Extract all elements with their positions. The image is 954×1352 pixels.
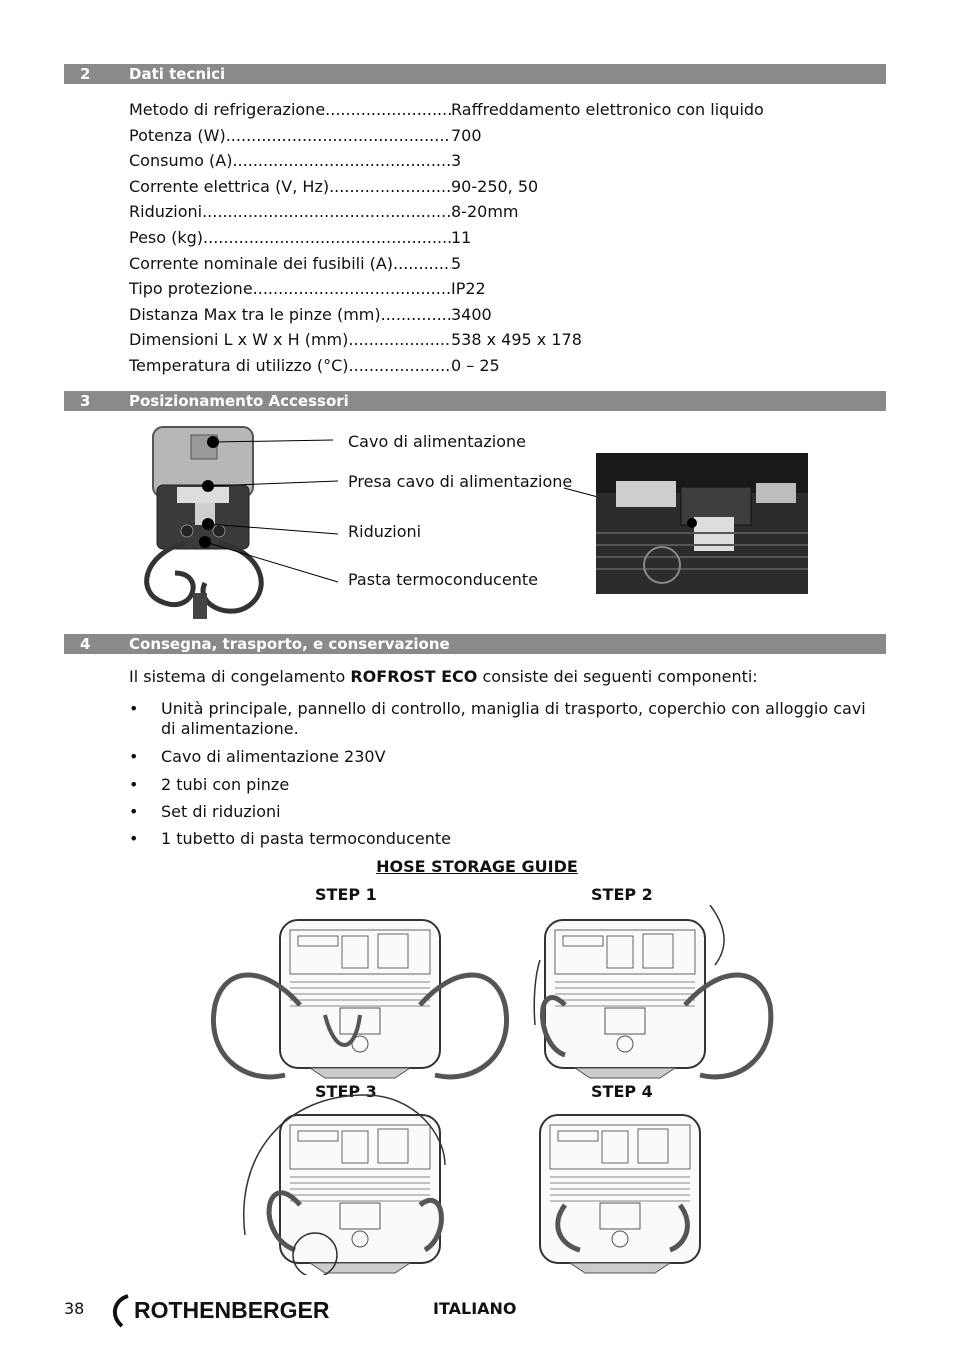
list-item-text: 2 tubi con pinze	[161, 775, 290, 794]
page-number: 38	[64, 1299, 85, 1318]
spec-label: Consumo (A)	[129, 151, 233, 171]
power-socket-photo	[596, 453, 808, 594]
spec-row	[129, 199, 869, 225]
intro-text: consiste dei seguenti componenti:	[477, 667, 758, 686]
step-label: STEP 2	[591, 885, 653, 904]
spec-row	[129, 353, 869, 379]
spec-value: 11	[451, 227, 472, 247]
section-number: 2	[80, 65, 91, 83]
accessory-label: Riduzioni	[348, 522, 422, 541]
delivery-intro	[129, 667, 758, 686]
hose-storage-diagrams	[205, 905, 775, 1275]
spec-label: Tipo protezione	[129, 279, 253, 299]
spec-row	[129, 302, 869, 328]
spec-value: 3400	[451, 304, 492, 324]
spec-value: IP22	[451, 279, 486, 299]
section-header-technical-data	[64, 64, 886, 84]
accessory-label: Presa cavo di alimentazione	[348, 472, 573, 491]
spec-row	[129, 97, 869, 123]
list-item	[129, 747, 869, 767]
list-item-text: Unità principale, pannello di controllo, maniglia di trasporto, coperchio con alloggio cavi di alimentazione.	[161, 699, 866, 738]
section-number: 4	[80, 635, 91, 653]
language-label: ITALIANO	[433, 1299, 517, 1318]
spec-value: 5	[451, 253, 462, 273]
bullet: •	[129, 829, 139, 848]
step-label: STEP 4	[591, 1082, 653, 1101]
spec-label: Temperatura di utilizzo (°C)	[129, 355, 349, 375]
spec-label: Corrente nominale dei fusibili (A)	[129, 253, 394, 273]
list-item	[129, 699, 869, 739]
step-label: STEP 1	[315, 885, 377, 904]
intro-text: Il sistema di congelamento	[129, 667, 351, 686]
spec-value: 538 x 495 x 178	[451, 330, 582, 350]
product-name: ROFROST ECO	[350, 667, 478, 686]
spec-label: Metodo di refrigerazione	[129, 100, 326, 119]
spec-value: 0 – 25	[451, 355, 500, 375]
section-header-accessories	[64, 391, 886, 411]
bullet: •	[129, 747, 139, 766]
accessory-label: Cavo di alimentazione	[348, 432, 526, 451]
list-item-text: 1 tubetto di pasta termoconducente	[161, 829, 451, 848]
spec-row	[129, 276, 869, 302]
spec-label: Potenza (W)	[129, 125, 226, 145]
spec-value: 700	[451, 125, 482, 145]
technical-specs-list	[129, 97, 869, 379]
spec-label: Dimensioni L x W x H (mm)	[129, 330, 349, 350]
list-item-text: Set di riduzioni	[161, 802, 281, 821]
list-item	[129, 829, 869, 849]
section-title: Posizionamento Accessori	[129, 392, 349, 410]
spec-value: 90-250, 50	[451, 176, 539, 196]
spec-row	[129, 251, 869, 277]
list-item	[129, 802, 869, 822]
spec-label: Riduzioni	[129, 202, 203, 222]
spec-row	[129, 123, 869, 149]
spec-label: Peso (kg)	[129, 227, 204, 247]
hose-guide-title: HOSE STORAGE GUIDE	[376, 857, 578, 876]
spec-row	[129, 327, 869, 353]
step-label: STEP 3	[315, 1082, 377, 1101]
spec-label: Corrente elettrica (V, Hz)	[129, 176, 330, 196]
list-item-text: Cavo di alimentazione 230V	[161, 747, 386, 766]
spec-row	[129, 148, 869, 174]
list-item	[129, 775, 869, 795]
spec-value: 3	[451, 151, 462, 171]
bullet: •	[129, 775, 139, 794]
brand-logo	[108, 1290, 348, 1334]
bullet: •	[129, 802, 139, 821]
spec-label: Distanza Max tra le pinze (mm)	[129, 304, 381, 324]
brand-name: ROTHENBERGER	[134, 1297, 330, 1323]
bullet: •	[129, 699, 139, 718]
rothenberger-logo-icon	[108, 1290, 348, 1330]
section-title: Consegna, trasporto, e conservazione	[129, 635, 450, 653]
spec-value: 8-20mm	[451, 202, 519, 222]
spec-row	[129, 174, 869, 200]
section-number: 3	[80, 392, 91, 410]
spec-row	[129, 225, 869, 251]
component-list	[129, 697, 869, 849]
section-title: Dati tecnici	[129, 65, 226, 83]
spec-value: Raffreddamento elettronico con liquido	[451, 100, 764, 119]
accessory-label: Pasta termoconducente	[348, 570, 538, 589]
section-header-delivery	[64, 634, 886, 654]
